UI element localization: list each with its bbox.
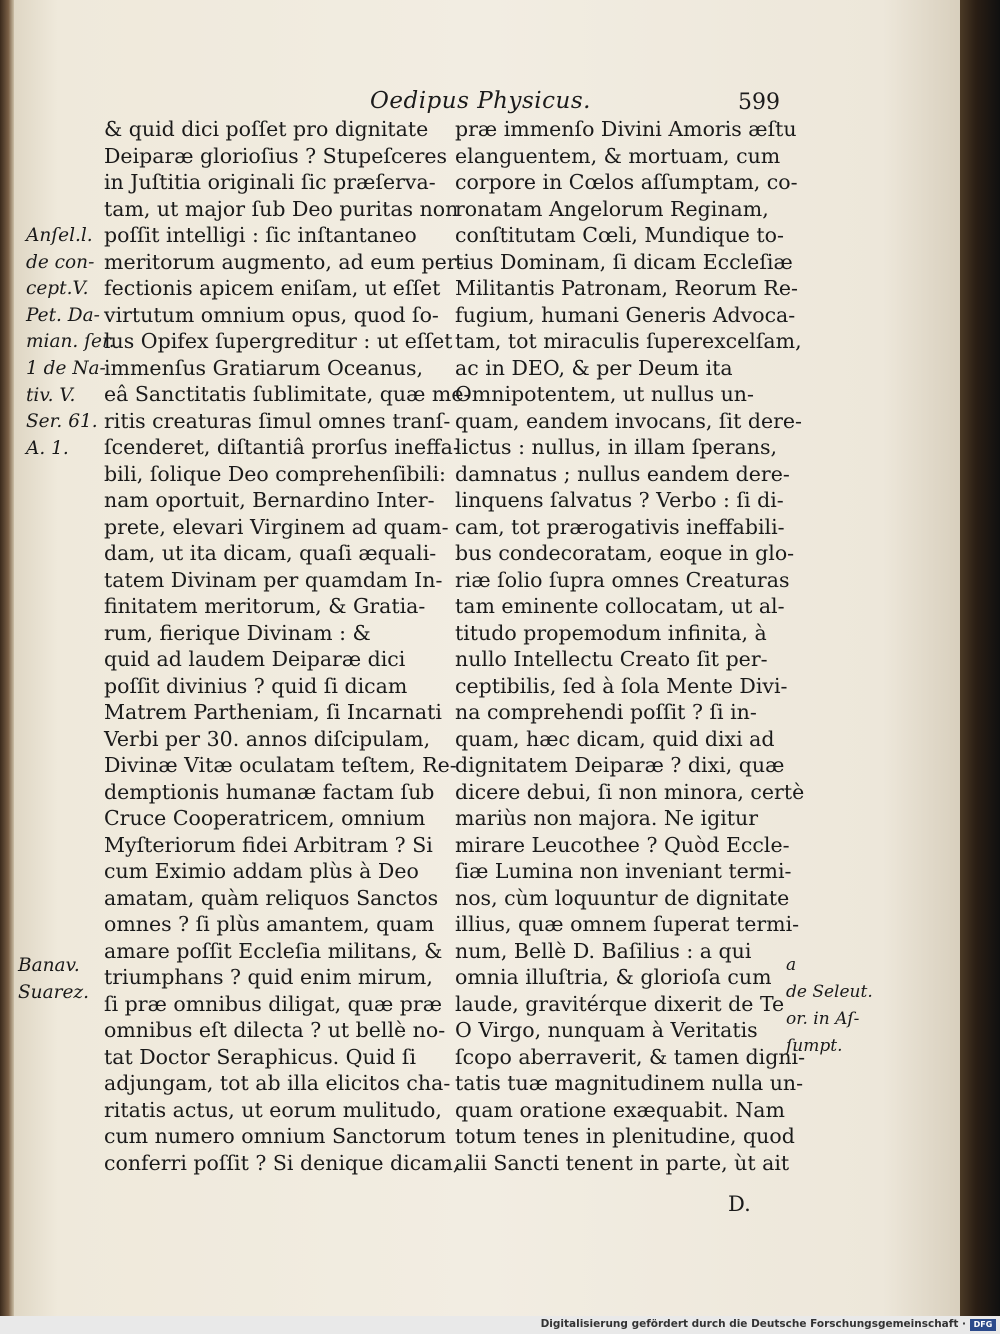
text-line: tam, ut major ſub Deo puritas non <box>104 196 459 221</box>
text-line: A. 1. <box>26 437 69 459</box>
text-line: prete, elevari Virginem ad quam- <box>104 514 449 539</box>
text-line: cam, tot prærogativis ineffabili- <box>455 514 785 539</box>
text-line: ac in DEO, & per Deum ita <box>455 355 733 380</box>
text-line: ronatam Angelorum Reginam, <box>455 196 769 221</box>
text-line: quam, hæc dicam, quid dixi ad <box>455 726 775 751</box>
text-line: nullo Intellectu Creato ſit per- <box>455 647 768 671</box>
text-line: tiv. V. <box>26 384 76 406</box>
text-line: fugium, humani Generis Advoca- <box>455 302 796 327</box>
text-line: immenſus Gratiarum Oceanus, <box>104 355 424 380</box>
text-line: nam oportuit, Bernardino Inter- <box>104 488 435 512</box>
text-line: 1 de Na- <box>26 358 106 379</box>
dfg-logo: DFG <box>970 1319 996 1331</box>
text-line: Cruce Cooperatricem, omnium <box>104 806 426 830</box>
text-line: cept.V. <box>26 278 89 300</box>
text-line: elanguentem, & mortuam, cum <box>455 143 781 168</box>
text-line: damnatus ; nullus eandem dere- <box>455 461 790 486</box>
text-line: laude, gravitérque dixerit de Te <box>455 991 785 1016</box>
text-line: ſumpt. <box>786 1036 843 1056</box>
text-line: titudo propemodum infinita, à <box>455 620 767 645</box>
text-line: Banav. <box>18 955 80 976</box>
text-line: bus condecoratam, eoque in glo- <box>455 541 795 565</box>
text-line: ſcopo aberraverit, & tamen digni- <box>455 1044 806 1069</box>
text-line: adjungam, tot ab illa elicitos cha- <box>104 1071 451 1095</box>
page-number: 599 <box>738 90 780 115</box>
text-line: na comprehendi poſſit ? ſi in- <box>455 700 757 724</box>
text-line: de con- <box>26 251 95 273</box>
text-line: riæ ſolio ſupra omnes Creaturas <box>455 567 790 592</box>
text-line: lictus : nullus, in illam ſperans, <box>455 435 777 459</box>
text-line: Deiparæ glorioſius ? Stupeſceres <box>104 143 448 168</box>
text-line: Myſteriorum fidei Arbitram ? Si <box>104 832 433 857</box>
funding-credit: Digitalisierung gefördert durch die Deutsche Forschungsgemeinschaft · <box>540 1318 966 1330</box>
text-line: nos, cùm loquuntur de dignitate <box>455 885 790 910</box>
text-line: tatem Divinam per quamdam In- <box>104 567 443 592</box>
text-line: rum, fierique Divinam : & <box>104 620 371 645</box>
text-line: Omnipotentem, ut nullus un- <box>455 382 754 406</box>
text-line: tat Doctor Seraphicus. Quid ſi <box>104 1044 417 1069</box>
text-line: lus Opifex ſupergreditur : ut eſſet <box>104 329 453 353</box>
text-line: a <box>786 955 797 975</box>
text-line: Anſel.l. <box>26 225 93 246</box>
text-line: ritis creaturas ſimul omnes tranſ- <box>104 408 451 433</box>
page-gutter-shadow <box>0 0 14 1316</box>
text-line: ſi præ omnibus diligat, quæ præ <box>104 991 442 1016</box>
text-line: num, Bellè D. Baſilius : a qui <box>455 938 752 963</box>
text-line: mariùs non majora. Ne igitur <box>455 806 758 830</box>
text-line: virtutum omnium opus, quod ſo- <box>104 302 439 327</box>
text-line: amare poſſit Eccleſia militans, & <box>104 938 443 963</box>
text-line: mirare Leucothee ? Quòd Eccle- <box>455 832 790 857</box>
text-line: præ immenſo Divini Amoris æſtu <box>455 117 797 141</box>
text-line: Pet. Da- <box>26 304 100 326</box>
text-line: Verbi per 30. annos diſcipulam, <box>104 726 431 751</box>
text-line: quid ad laudem Deiparæ dici <box>104 647 406 671</box>
book-fore-edge <box>960 0 1000 1316</box>
catchword: D. <box>728 1192 751 1216</box>
text-line: ritatis actus, ut eorum mulitudo, <box>104 1097 442 1122</box>
text-line: quam oratione exæquabit. Nam <box>455 1097 785 1122</box>
text-line: de Seleut. <box>786 982 873 1002</box>
text-line: bili, ſolique Deo comprehenſibili: <box>104 461 446 486</box>
text-line: tam eminente collocatam, ut al- <box>455 594 785 618</box>
text-line: or. in Aſ- <box>786 1009 860 1029</box>
text-line: dam, ut ita dicam, quaſi æquali- <box>104 541 437 565</box>
text-line: demptionis humanæ factam ſub <box>104 779 435 804</box>
text-line: in Juſtitia originali ſic præſerva- <box>104 170 436 194</box>
text-line: Matrem Partheniam, ſi Incarnati <box>104 700 442 724</box>
text-line: Militantis Patronam, Reorum Re- <box>455 276 798 300</box>
text-line: omnes ? ſi plùs amantem, quam <box>104 912 435 936</box>
text-line: poſſit divinius ? quid ſi dicam <box>104 673 408 698</box>
text-line: cum Eximio addam plùs à Deo <box>104 859 419 883</box>
text-line: Divinæ Vitæ oculatam teſtem, Re- <box>104 753 457 777</box>
text-line: tam, tot miraculis ſuperexcelſam, <box>455 329 802 353</box>
text-line: alii Sancti tenent in parte, ùt ait <box>455 1150 790 1175</box>
text-line: quam, eandem invocans, ſit dere- <box>455 408 802 433</box>
text-line: O Virgo, nunquam à Veritatis <box>455 1018 758 1042</box>
text-line: conſtitutam Cœli, Mundique to- <box>455 223 784 247</box>
text-line: poſſit intelligi : ſic inſtantaneo <box>104 223 417 247</box>
footer-bar <box>0 1316 1000 1334</box>
text-line: omnibus eſt dilecta ? ut bellè no- <box>104 1018 446 1042</box>
text-line: finitatem meritorum, & Gratia- <box>104 594 426 618</box>
text-line: amatam, quàm reliquos Sanctos <box>104 885 439 910</box>
text-line: omnia illuſtria, & glorioſa cum <box>455 965 772 989</box>
text-line: ſcenderet, diſtantiâ prorſus ineffa- <box>104 435 460 459</box>
text-line: totum tenes in plenitudine, quod <box>455 1124 795 1148</box>
text-line: Ser. 61. <box>26 411 98 433</box>
text-line: fectionis apicem eniſam, ut eſſet <box>104 276 441 300</box>
text-line: ceptibilis, ſed à ſola Mente Divi- <box>455 673 788 698</box>
text-line: Suarez. <box>18 981 90 1003</box>
text-line: cum numero omnium Sanctorum <box>104 1124 446 1148</box>
text-line: tatis tuæ magnitudinem nulla un- <box>455 1071 804 1095</box>
text-line: eâ Sanctitatis ſublimitate, quæ me- <box>104 382 471 406</box>
text-line: triumphans ? quid enim mirum, <box>104 965 433 989</box>
text-line: & quid dici poſſet pro dignitate <box>104 117 429 141</box>
running-title: Oedipus Physicus. <box>370 88 591 114</box>
text-line: conferri poſſit ? Si denique dicam, <box>104 1150 460 1175</box>
text-line: dignitatem Deiparæ ? dixi, quæ <box>455 753 785 777</box>
text-line: ſiæ Lumina non inveniant termi- <box>455 859 792 883</box>
text-line: tius Dominam, ſi dicam Eccleſiæ <box>455 249 793 274</box>
text-line: dicere debui, ſi non minora, certè <box>455 779 805 804</box>
text-line: mian. ſer. <box>26 331 115 353</box>
text-line: linquens ſalvatus ? Verbo : ſi di- <box>455 488 784 512</box>
text-line: illius, quæ omnem ſuperat termi- <box>455 912 800 936</box>
text-line: corpore in Cœlos aſſumptam, co- <box>455 170 798 194</box>
text-line: meritorum augmento, ad eum per- <box>104 249 464 274</box>
